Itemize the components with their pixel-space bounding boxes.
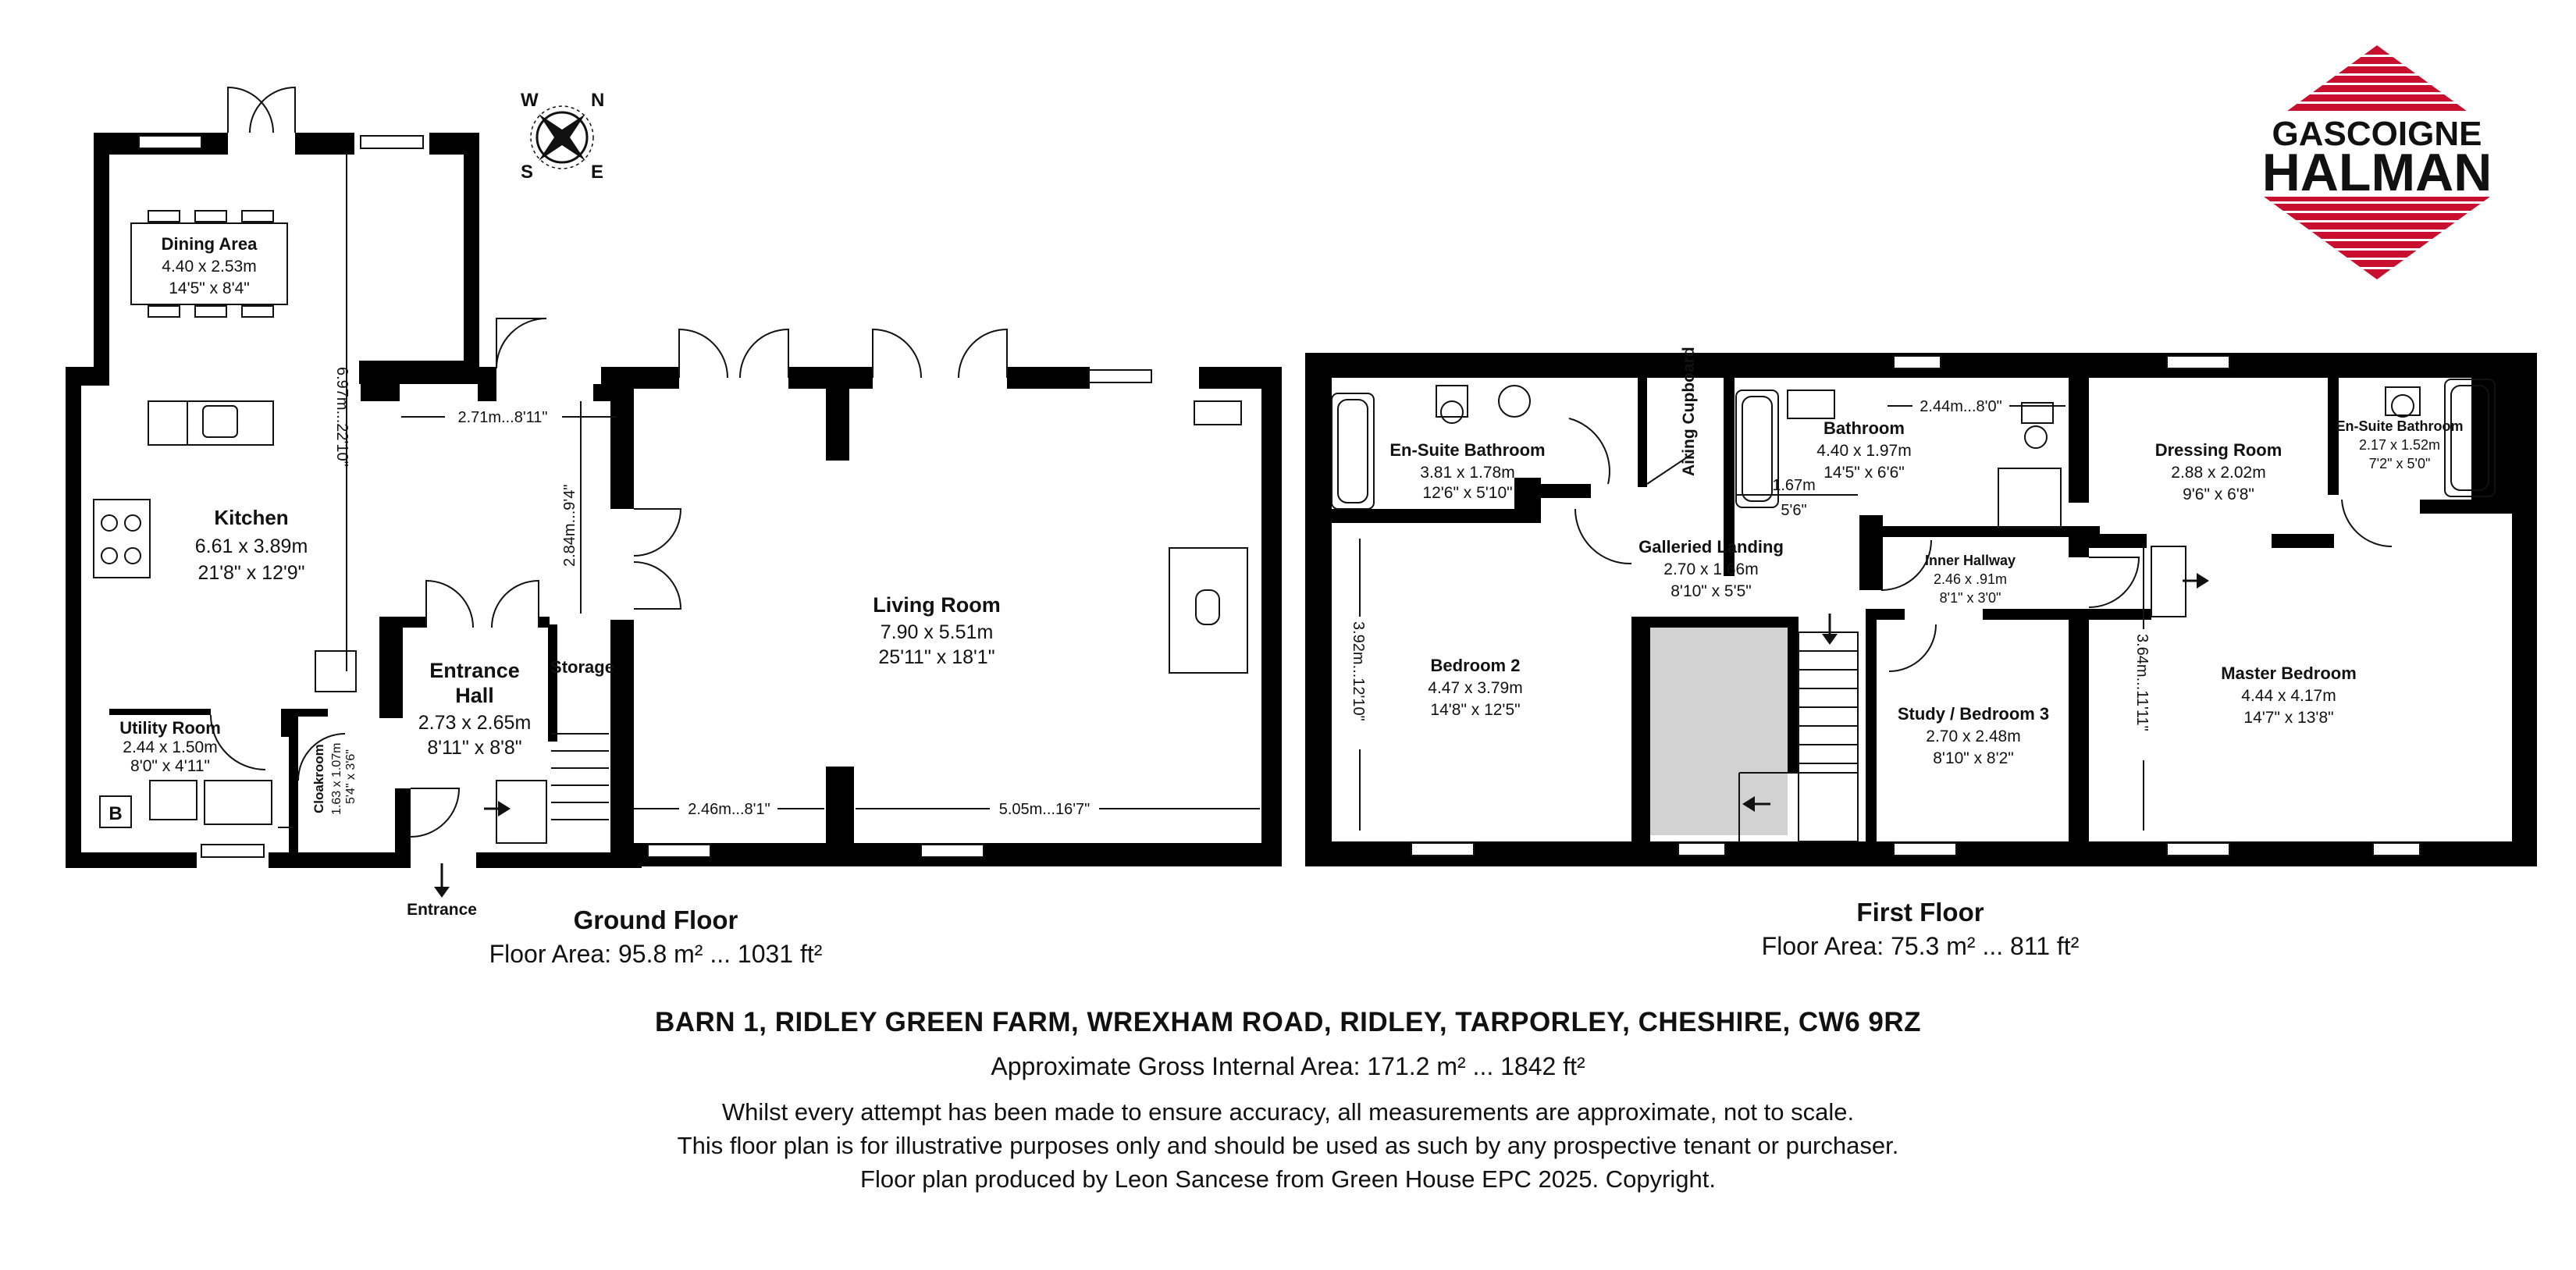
room-storage-name: Storage bbox=[550, 657, 614, 677]
room-ensuite1-metric: 3.81 x 1.78m bbox=[1420, 464, 1515, 482]
compass-w: W bbox=[521, 90, 539, 111]
room-bedroom2-name: Bedroom 2 bbox=[1430, 656, 1521, 675]
room-entrance-hall-name-1: Entrance bbox=[429, 659, 520, 682]
dim-bedroom2-depth: 3.92m...12'10" bbox=[1350, 621, 1367, 721]
room-landing-metric: 2.70 x 1.66m bbox=[1663, 560, 1759, 578]
room-entrance-hall-imperial: 8'11" x 8'8" bbox=[427, 737, 522, 759]
compass-s: S bbox=[521, 162, 534, 183]
first-floor-labels bbox=[1349, 347, 2464, 767]
dim-master-depth: 3.64m...11'11" bbox=[2133, 634, 2151, 731]
compass-icon bbox=[521, 90, 604, 183]
room-dressing-name: Dressing Room bbox=[2154, 440, 2282, 460]
room-landing-name: Galleried Landing bbox=[1638, 537, 1784, 557]
dim-living-right: 5.05m...16'7" bbox=[998, 801, 1091, 818]
footer bbox=[0, 1007, 2576, 1196]
room-entrance-hall-name-2: Hall bbox=[455, 684, 494, 707]
room-ensuite2-metric: 2.17 x 1.52m bbox=[2358, 437, 2441, 453]
room-landing-imperial: 8'10" x 5'5" bbox=[1670, 582, 1752, 600]
room-inner-hallway-name: Inner Hallway bbox=[1924, 553, 2016, 568]
room-bedroom2-metric: 4.47 x 3.79m bbox=[1428, 679, 1523, 697]
room-living-metric: 7.90 x 5.51m bbox=[880, 621, 994, 643]
room-bathroom-metric: 4.40 x 1.97m bbox=[1816, 442, 1912, 460]
room-cloakroom-metric: 1.63 x 1.07m bbox=[330, 742, 343, 815]
room-living-name: Living Room bbox=[873, 593, 1001, 617]
room-bathroom-name: Bathroom bbox=[1823, 418, 1905, 438]
room-kitchen-name: Kitchen bbox=[214, 506, 289, 529]
ground-floor-caption bbox=[453, 905, 859, 969]
brand-logo-icon bbox=[2217, 45, 2537, 279]
room-kitchen-imperial: 21'8" x 12'9" bbox=[197, 562, 305, 584]
room-ensuite1-name: En-Suite Bathroom bbox=[1389, 440, 1546, 460]
room-airing-cupboard-name: Airing Cupboard bbox=[1680, 347, 1698, 476]
room-ensuite1-imperial: 12'6" x 5'10" bbox=[1422, 484, 1513, 502]
room-study-imperial: 8'10" x 8'2" bbox=[1933, 749, 2014, 767]
room-cloakroom-name: Cloakroom bbox=[311, 744, 326, 813]
boiler-label: B bbox=[109, 803, 123, 824]
dim-hall-width: 2.71m...8'11" bbox=[457, 409, 548, 426]
disclaimer-line-2: This floor plan is for illustrative purposes only and should be used as such by any prospective tenant or purchaser. bbox=[677, 1132, 1899, 1159]
room-study-name: Study / Bedroom 3 bbox=[1897, 704, 2050, 724]
room-entrance-hall-metric: 2.73 x 2.65m bbox=[418, 712, 532, 734]
room-dressing-metric: 2.88 x 2.02m bbox=[2171, 464, 2266, 482]
first-floor-title: First Floor bbox=[1856, 898, 1984, 927]
room-utility-imperial: 8'0" x 4'11" bbox=[130, 757, 210, 775]
room-bathroom-imperial: 14'5" x 6'6" bbox=[1823, 464, 1905, 482]
room-living-imperial: 25'11" x 18'1" bbox=[878, 646, 995, 668]
entrance-label: Entrance bbox=[407, 901, 477, 919]
first-floor-fixtures bbox=[1332, 356, 2495, 856]
disclaimer bbox=[0, 1095, 2576, 1196]
dim-living-left: 2.46m...8'1" bbox=[688, 801, 770, 818]
room-bedroom2-imperial: 14'8" x 12'5" bbox=[1430, 701, 1521, 719]
dim-kitchen-length: 6.97m...22'10" bbox=[333, 367, 350, 467]
room-dining-imperial: 14'5" x 8'4" bbox=[169, 279, 250, 297]
room-cloakroom-imperial: 5'4" x 3'6" bbox=[344, 749, 358, 804]
dim-bath-imperial: 5'6" bbox=[1781, 502, 1807, 519]
gascoigne-halman-logo bbox=[2217, 45, 2537, 279]
room-kitchen-metric: 6.61 x 3.89m bbox=[194, 535, 308, 557]
ground-floor-area: Floor Area: 95.8 m² ... 1031 ft² bbox=[489, 940, 823, 968]
room-utility-metric: 2.44 x 1.50m bbox=[123, 738, 218, 756]
room-inner-hallway-imperial: 8'1" x 3'0" bbox=[1939, 590, 2001, 606]
room-study-metric: 2.70 x 2.48m bbox=[1926, 727, 2021, 745]
dim-bathroom-width: 2.44m...8'0" bbox=[1920, 398, 2002, 415]
room-inner-hallway-metric: 2.46 x .91m bbox=[1933, 571, 2008, 587]
room-utility-name: Utility Room bbox=[119, 718, 221, 738]
compass-e: E bbox=[591, 162, 604, 183]
first-floor-caption bbox=[1717, 898, 2123, 961]
first-floor-area: Floor Area: 75.3 m² ... 811 ft² bbox=[1761, 932, 2080, 960]
room-dressing-imperial: 9'6" x 6'8" bbox=[2183, 486, 2254, 503]
room-dining-metric: 4.40 x 2.53m bbox=[162, 258, 257, 276]
disclaimer-line-3: Floor plan produced by Leon Sancese from Green House EPC 2025. Copyright. bbox=[860, 1165, 1716, 1193]
logo-line1: GASCOIGNE bbox=[2272, 115, 2482, 153]
dim-hall-depth: 2.84m...9'4" bbox=[561, 484, 578, 567]
logo-line2: HALMAN bbox=[2261, 143, 2492, 202]
room-master-imperial: 14'7" x 13'8" bbox=[2243, 709, 2334, 727]
room-ensuite2-name: En-Suite Bathroom bbox=[2336, 418, 2464, 434]
ground-floor-labels bbox=[109, 234, 1099, 919]
room-dining-name: Dining Area bbox=[161, 234, 258, 254]
ground-floor-dimension-lines bbox=[347, 153, 1260, 809]
ground-floor-fixtures bbox=[94, 136, 1247, 857]
ground-floor-doors bbox=[211, 87, 1007, 837]
gross-internal-area: Approximate Gross Internal Area: 171.2 m² ... 1842 ft² bbox=[991, 1052, 1585, 1080]
room-master-name: Master Bedroom bbox=[2221, 663, 2357, 683]
disclaimer-line-1: Whilst every attempt has been made to ensure accuracy, all measurements are approximate, not to scale. bbox=[721, 1098, 1855, 1126]
dim-bath-metric: 1.67m bbox=[1772, 477, 1816, 494]
property-address: BARN 1, RIDLEY GREEN FARM, WREXHAM ROAD, RIDLEY, TARPORLEY, CHESHIRE, CW6 9RZ bbox=[654, 1007, 1922, 1037]
compass-n: N bbox=[591, 90, 605, 111]
room-master-metric: 4.44 x 4.17m bbox=[2241, 687, 2336, 705]
ground-floor-title: Ground Floor bbox=[573, 905, 738, 934]
room-ensuite2-imperial: 7'2" x 5'0" bbox=[2368, 456, 2431, 471]
